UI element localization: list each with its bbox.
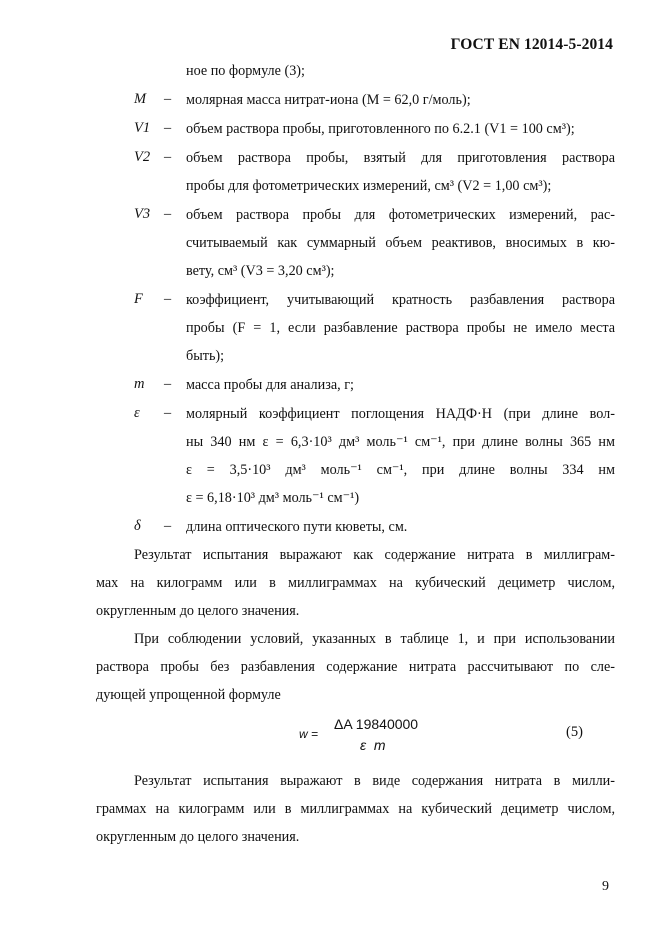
legend-line: масса пробы для анализа, г; bbox=[186, 377, 354, 393]
legend-definition-epsilon-cont bbox=[186, 433, 615, 451]
legend-definition-V2 bbox=[186, 149, 615, 167]
legend-line: объем раствора пробы, приготовленного по 6.2.1 (V1 = 100 см³); bbox=[186, 121, 575, 137]
legend-dash: – bbox=[164, 120, 172, 136]
legend-line: ε = 3,5·10³ дм³ моль⁻¹ см⁻¹, при длине волны 334 нм bbox=[186, 462, 615, 478]
formula-number: (5) bbox=[566, 724, 583, 740]
legend-definition-F-cont bbox=[186, 319, 615, 337]
legend-dash: – bbox=[164, 405, 172, 421]
formula-lhs: w = bbox=[299, 727, 319, 741]
page-number: 9 bbox=[602, 879, 609, 894]
legend-symbol-V3: V3 bbox=[134, 206, 151, 222]
legend-continuation bbox=[186, 62, 615, 80]
legend-line: ε = 6,18·10³ дм³ моль⁻¹ см⁻¹) bbox=[186, 490, 360, 506]
paragraph-line: мах на килограмм или в миллиграммах на кубический дециметр числом, bbox=[96, 575, 615, 591]
legend-definition-epsilon bbox=[186, 405, 615, 423]
legend-dash: – bbox=[164, 518, 172, 534]
legend-definition-V1 bbox=[186, 120, 615, 138]
legend-definition-V3 bbox=[186, 206, 615, 224]
legend-definition-m bbox=[186, 376, 615, 394]
legend-line: вету, см³ (V3 = 3,20 см³); bbox=[186, 263, 335, 279]
document-header: ГОСТ EN 12014-5-2014 bbox=[450, 36, 613, 53]
legend-line: считываемый как суммарный объем реактивов, вносимых в кю- bbox=[186, 235, 615, 251]
legend-dash: – bbox=[164, 376, 172, 392]
legend-line: длина оптического пути кюветы, см. bbox=[186, 519, 408, 535]
legend-line: коэффициент, учитывающий кратность разбавления раствора bbox=[186, 292, 615, 308]
legend-symbol-V2: V2 bbox=[134, 149, 151, 165]
legend-definition-F-cont2 bbox=[186, 347, 615, 365]
paragraph-line: Результат испытания выражают как содержание нитрата в миллиграм- bbox=[134, 547, 615, 563]
paragraph-line: округленным до целого значения. bbox=[96, 603, 300, 619]
legend-symbol-F: F bbox=[134, 291, 143, 307]
legend-definition-V3-cont2 bbox=[186, 262, 615, 280]
formula-denominator: ε m bbox=[360, 737, 386, 753]
legend-symbol-m: m bbox=[134, 376, 145, 392]
legend-line: молярная масса нитрат-иона (M = 62,0 г/моль); bbox=[186, 92, 471, 108]
legend-symbol-delta: δ bbox=[134, 518, 141, 534]
legend-line: пробы (F = 1, если разбавление раствора пробы не имело места bbox=[186, 320, 615, 336]
legend-dash: – bbox=[164, 291, 172, 307]
paragraph-line: дующей упрощенной формуле bbox=[96, 687, 281, 703]
legend-dash: – bbox=[164, 149, 172, 165]
legend-line: пробы для фотометрических измерений, см³ (V2 = 1,00 см³); bbox=[186, 178, 552, 194]
legend-definition-epsilon-cont3 bbox=[186, 489, 615, 507]
legend-definition-F bbox=[186, 291, 615, 309]
legend-line: ное по формуле (3); bbox=[186, 63, 305, 79]
legend-definition-delta bbox=[186, 518, 615, 536]
legend-dash: – bbox=[164, 91, 172, 107]
legend-line: объем раствора пробы для фотометрических измерений, рас- bbox=[186, 207, 615, 223]
legend-line: ны 340 нм ε = 6,3·10³ дм³ моль⁻¹ см⁻¹, при длине волны 365 нм bbox=[186, 434, 615, 450]
legend-definition-V2-cont bbox=[186, 177, 615, 195]
legend-line: быть); bbox=[186, 348, 225, 364]
legend-definition-V3-cont bbox=[186, 234, 615, 252]
paragraph-line: При соблюдении условий, указанных в таблице 1, и при использовании bbox=[134, 631, 615, 647]
legend-line: молярный коэффициент поглощения НАДФ·Н (при длине вол- bbox=[186, 406, 615, 422]
legend-definition-epsilon-cont2 bbox=[186, 461, 615, 479]
legend-symbol-M: M bbox=[134, 91, 147, 107]
legend-symbol-V1: V1 bbox=[134, 120, 151, 136]
legend-line: объем раствора пробы, взятый для приготовления раствора bbox=[186, 150, 615, 166]
paragraph-line: граммах на килограмм или в миллиграммах на кубический дециметр числом, bbox=[96, 801, 615, 817]
paragraph-line: Результат испытания выражают в виде содержания нитрата в милли- bbox=[134, 773, 615, 789]
paragraph-line: округленным до целого значения. bbox=[96, 829, 300, 845]
paragraph-line: раствора пробы без разбавления содержание нитрата рассчитывают по сле- bbox=[96, 659, 615, 675]
legend-definition-M bbox=[186, 91, 615, 109]
formula-numerator: ΔA 19840000 bbox=[334, 716, 419, 732]
legend-dash: – bbox=[164, 206, 172, 222]
legend-symbol-epsilon: ε bbox=[134, 405, 140, 421]
